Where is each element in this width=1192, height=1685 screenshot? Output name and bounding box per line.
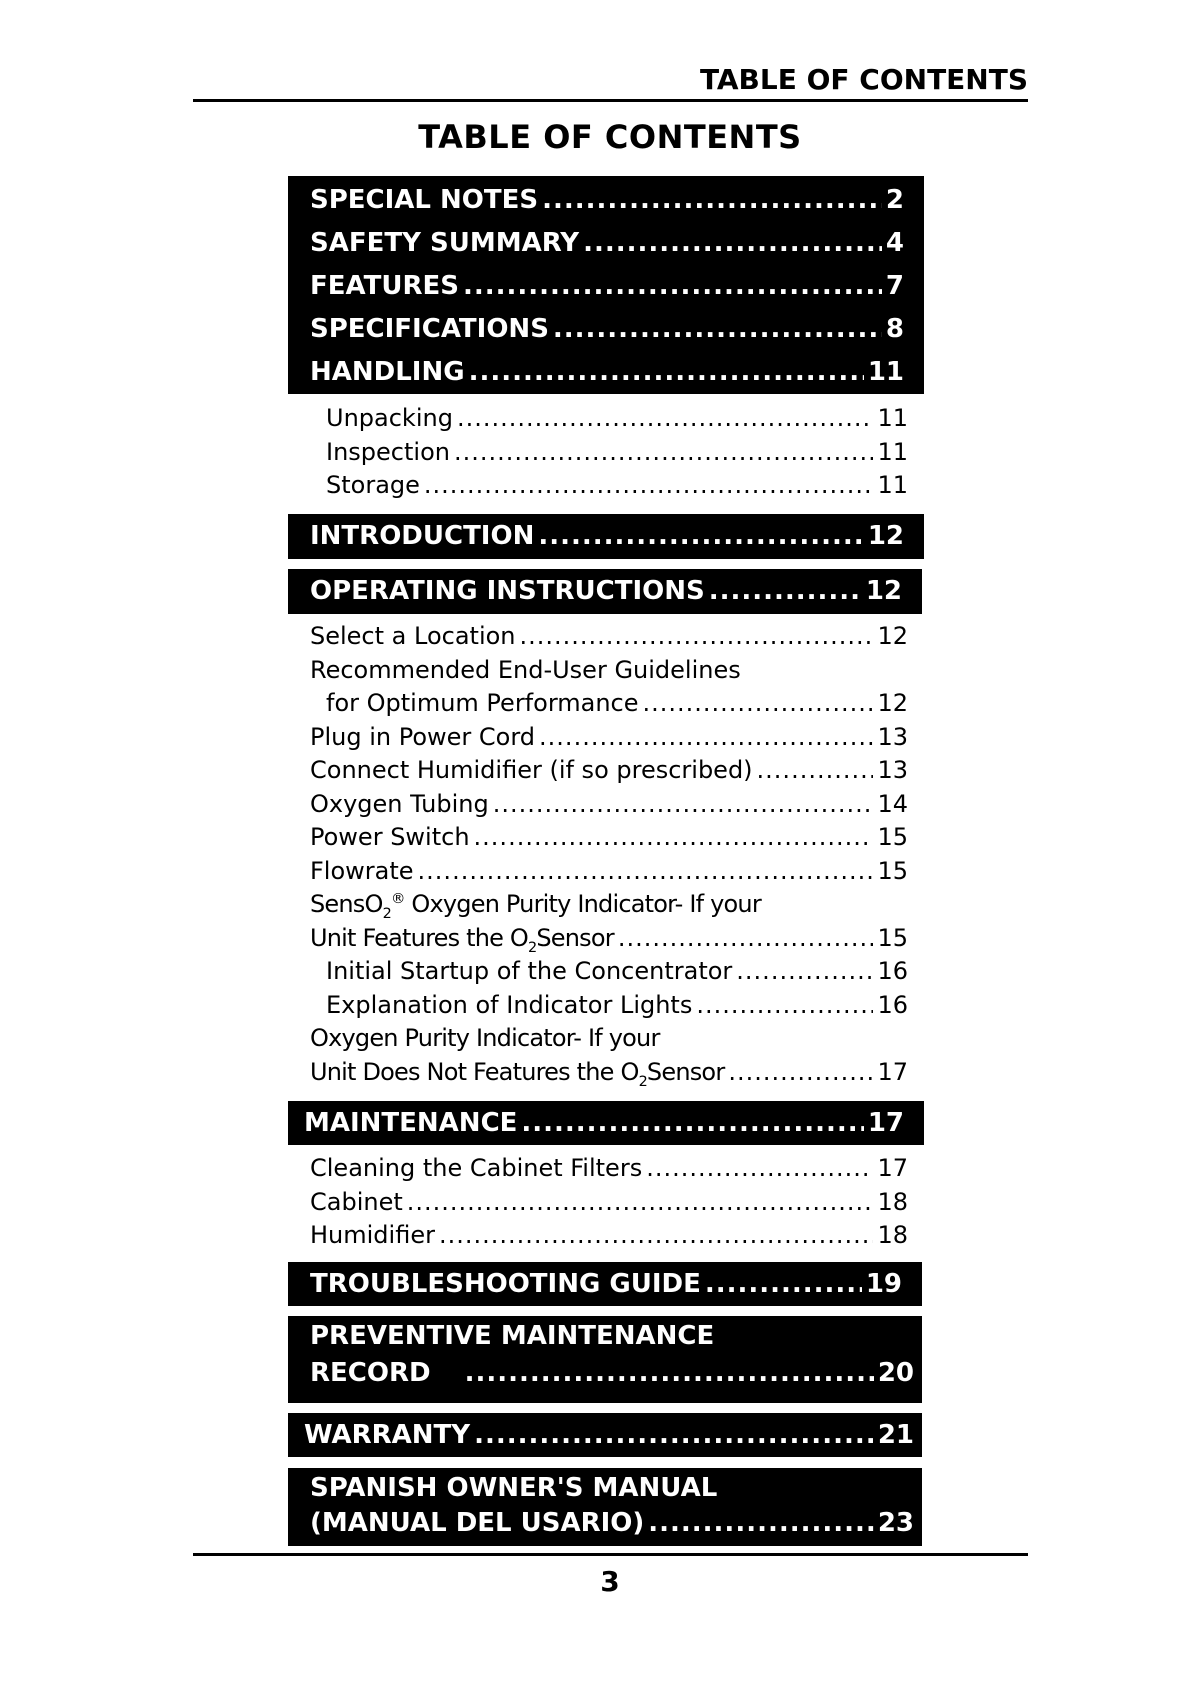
toc-entry-unit-not-features-sensor[interactable]: Unit Does Not Features the $O_2Sensor$ ..... 17 [288,1056,924,1090]
toc-entry-oxygen-tubing[interactable]: Oxygen Tubing ..... 14 [288,788,924,822]
handling-subentries [288,402,924,503]
toc-entry-purity-line1[interactable]: Oxygen Purity Indicator- If your [310,1024,660,1052]
toc-main-block [288,176,924,394]
toc-entry-features[interactable]: FEATURES ..... 7 [288,265,924,308]
toc-entry-safety-summary[interactable]: SAFETY SUMMARY ..... 4 [288,222,924,265]
toc-entry-warranty[interactable]: WARRANTY ..... 21 [288,1414,922,1457]
toc-entry-flowrate[interactable]: Flowrate ..... 15 [288,855,924,889]
toc-entry-spanish-line1[interactable]: SPANISH OWNER'S MANUAL [310,1473,718,1503]
toc-section-introduction [288,514,924,559]
toc-entry-plug-power-cord[interactable]: Plug in Power Cord ..... 13 [288,721,924,755]
toc-entry-handling[interactable]: HANDLING ..... 11 [288,351,924,394]
toc-entry-introduction[interactable]: INTRODUCTION ..... 12 [288,515,924,558]
toc-entry-cabinet[interactable]: Cabinet ..... 18 [288,1186,924,1220]
toc-entry-preventive-record[interactable]: RECORD ..... 20 [288,1352,922,1395]
toc-entry-unpacking[interactable]: Unpacking ..... 11 [288,402,924,436]
toc-entry-specifications[interactable]: SPECIFICATIONS ..... 8 [288,308,924,351]
toc-entry-power-switch[interactable]: Power Switch ..... 15 [288,821,924,855]
page-number: 3 [600,1565,620,1598]
toc-entry-special-notes[interactable]: SPECIAL NOTES ..... 2 [288,179,924,222]
toc-entry-spanish-manual[interactable]: (MANUAL DEL USARIO) ..... 23 [288,1504,922,1544]
page-title: TABLE OF CONTENTS [418,118,802,156]
toc-section-troubleshooting [288,1262,922,1306]
toc-section-maintenance [288,1101,924,1145]
toc-section-spanish [288,1468,922,1546]
toc-entry-storage[interactable]: Storage ..... 11 [288,469,924,503]
toc-entry-indicator-lights[interactable]: Explanation of Indicator Lights ..... 16 [288,989,924,1023]
toc-entry-humidifier[interactable]: Humidifier ..... 18 [288,1219,924,1253]
toc-entry-operating-instructions[interactable]: OPERATING INSTRUCTIONS ..... 12 [288,570,922,613]
toc-entry-cleaning-filters[interactable]: Cleaning the Cabinet Filters ..... 17 [288,1152,924,1186]
running-header: TABLE OF CONTENTS [193,58,1028,102]
maintenance-subentries [288,1152,924,1253]
toc-entry-preventive-line1[interactable]: PREVENTIVE MAINTENANCE [310,1321,715,1351]
footer-rule [193,1553,1028,1556]
toc-section-warranty [288,1413,922,1457]
toc-entry-select-location[interactable]: Select a Location ..... 12 [288,620,924,654]
operating-subentries [288,620,924,1089]
toc-entry-inspection[interactable]: Inspection ..... 11 [288,436,924,470]
toc-entry-unit-features-sensor[interactable]: Unit Features the $O_2Sensor$ ..... 15 [288,922,924,956]
toc-entry-troubleshooting[interactable]: TROUBLESHOOTING GUIDE ..... 19 [288,1263,922,1306]
toc-section-operating [288,569,922,614]
toc-section-preventive [288,1316,922,1403]
toc-entry-initial-startup[interactable]: Initial Startup of the Concentrator ..... 16 [288,955,924,989]
toc-entry-senso2-line1[interactable]: SensO$_2$® Oxygen Purity Indicator- If your [310,890,761,922]
toc-entry-recommended-line1[interactable]: Recommended End-User Guidelines [310,655,741,684]
toc-entry-optimum-performance[interactable]: for Optimum Performance ..... 12 [288,687,924,721]
toc-entry-connect-humidifier[interactable]: Connect Humidifier (if so prescribed) ..... 13 [288,754,924,788]
toc-entry-maintenance[interactable]: MAINTENANCE ..... 17 [288,1102,924,1145]
